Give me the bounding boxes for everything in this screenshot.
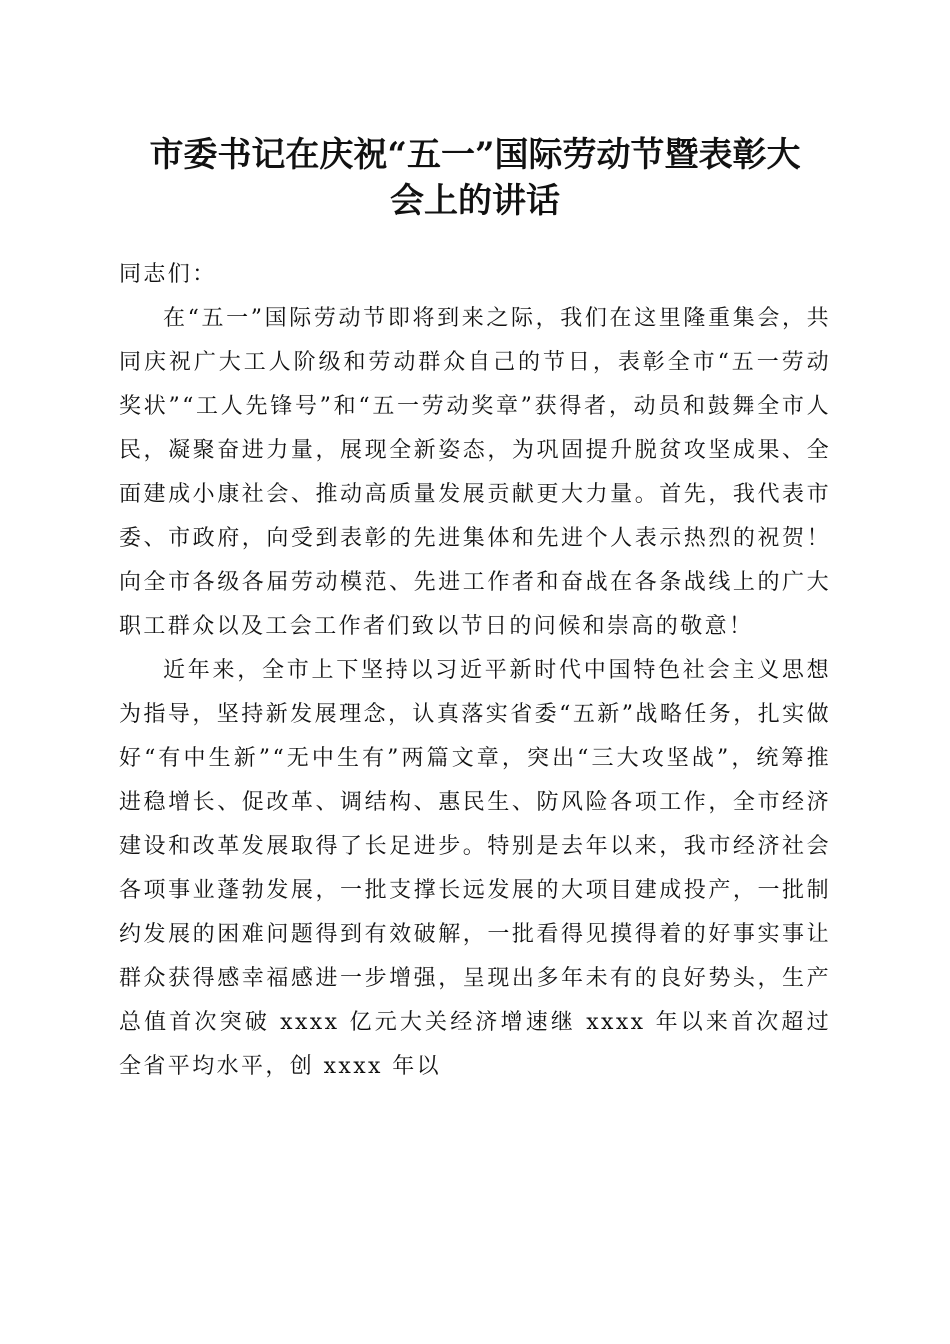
title-line-1: 市委书记在庆祝“五一”国际劳动节暨表彰大 bbox=[149, 135, 801, 175]
salutation: 同志们： bbox=[119, 262, 217, 287]
paragraph-1: 在“五一”国际劳动节即将到来之际，我们在这里隆重集会，共同庆祝广大工人阶级和劳动群众自己的节日，表彰全市“五一劳动奖状”“工人先锋号”和“五一劳动奖章”获得者，动员和鼓舞全市人民，凝聚奋进力量，展现全新姿态，为巩固提升脱贫攻坚成果、全面建成小康社会、推动高质量发展贡献更大力量。首先，我代表市委、市政府，向受到表彰的先进集体和先进个人表示热烈的祝贺！向全市各级各届劳动模范、先进工作者和奋战在各条战线上的广大职工群众以及工会工作者们致以节日的问候和崇高的敬意！ bbox=[119, 306, 831, 639]
title-line-2: 会上的讲话 bbox=[390, 181, 560, 221]
paragraph-2: 近年来，全市上下坚持以习近平新时代中国特色社会主义思想为指导，坚持新发展理念，认真落实省委“五新”战略任务，扎实做好“有中生新”“无中生有”两篇文章，突出“三大攻坚战”，统筹推进稳增长、促改革、调结构、惠民生、防风险各项工作，全市经济建设和改革发展取得了长足进步。特别是去年以来，我市经济社会各项事业蓬勃发展，一批支撑长远发展的大项目建成投产，一批制约发展的困难问题得到有效破解，一批看得见摸得着的好事实事让群众获得感幸福感进一步增强，呈现出多年未有的良好势头，生产总值首次突破 xxxx 亿元大关经济增速继 xxxx 年以来首次超过全省平均水平，创 xxxx 年以 bbox=[119, 658, 831, 1079]
document-body bbox=[119, 253, 831, 1089]
document-title bbox=[100, 132, 850, 224]
